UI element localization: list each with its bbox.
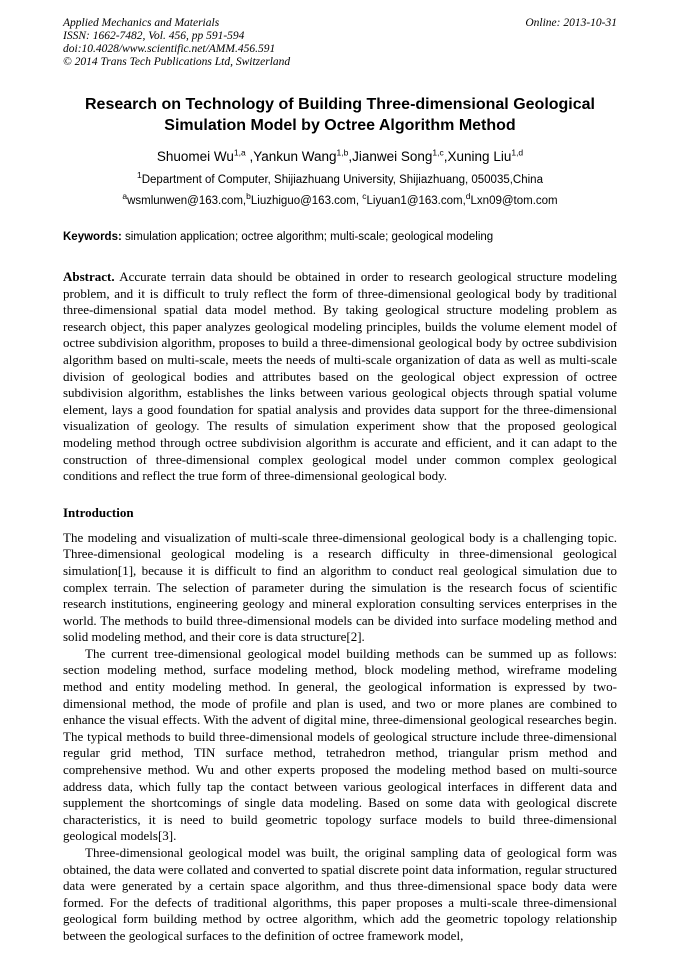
email-superscript: c [362,191,367,202]
keywords-label: Keywords: [63,231,122,243]
email-address: Lxn09@tom.com [470,195,558,207]
email-address: Liyuan1@163.com, [366,195,466,207]
abstract-label: Abstract. [63,269,115,284]
page-header [63,17,617,69]
issn-line: ISSN: 1662-7482, Vol. 456, pp 591-594 [63,30,245,42]
body-paragraph: Three-dimensional geological model was built, the original sampling data of geological form was obtained, the data were collated and converted to spatial discrete point data information, regular structured data were generated by a certain space algorithm, and thus three-dimensional space body data were formed. For the defects of traditional algorithms, this paper proposes a multi-scale three-dimensional geological form building method by octree algorithm, which add the geometric topology relationship between the geological surfaces to the definition of octree framework model, [63,845,617,943]
author-superscript: 1,d [511,147,524,158]
keywords-text: simulation application; octree algorithm; multi-scale; geological modeling [125,231,494,243]
section-heading: Introduction [63,504,134,520]
abstract-text: Accurate terrain data should be obtained in order to research geological structure modeling problem, and it is difficult to truly reflect the form of three-dimensional geological body by traditional three-dimensional spatial data model method. By taking geological structure modeling problem as research object, this paper analyzes geological modeling principles, builds the volume element model of octree subdivision algorithm, proposes to build a three-dimensional geological body by octree subdivision algorithm based on multi-scale, meets the needs of multi-scale organization of data as well as multi-scale division of geological bodies and attributes based on the geological object expression of octree subdivision algorithm, establishes the links between various geological objects through spatial volume element, lays a good foundation for spatial analysis and provides data support for the three-dimensional visualization of geology. The results of simulation experiment show that the proposed geological modeling method through octree subdivision algorithm is accurate and efficient, and it can adapt to the construction of three-dimensional complex geological model under common complex geological conditions and reflect the true form of three-dimensional geological body. [63,269,617,484]
author-name: Jianwei Song [352,149,433,164]
author-name: Shuomei Wu [156,149,234,164]
copyright-line: © 2014 Trans Tech Publications Ltd, Switzerland [63,56,291,68]
affiliation-superscript: 1 [137,170,142,181]
affiliation-text: Department of Computer, Shijiazhuang University, Shijiazhuang, 050035,China [141,174,543,186]
email-superscript: d [465,191,471,202]
email-address: Liuzhiguo@163.com, [250,195,363,207]
journal-info-block [63,17,290,69]
author-name: Yankun Wang [253,149,337,164]
keywords-line [63,231,617,243]
paper-title: Research on Technology of Building Three-dimensional Geological Simulation Model by Octree Algorithm Method [85,96,595,134]
journal-title: Applied Mechanics and Materials [63,17,220,29]
body-paragraph: The current tree-dimensional geological model building methods can be summed up as follows: section modeling method, surface modeling method, block modeling method, wireframe modeling method and entity modeling method. In general, the geological information is expressed by two-dimensional method, the mode of profile and plan is used, and two or more planes are combined to enhance the visual effects. With the advent of digital mine, three-dimensional geological researches begin. The typical methods to build three-dimensional models of geological structure include three-dimensional regular grid method, TIN surface method, tetrahedron method, triangular prism method and comprehensive method. Wu and other experts proposed the modeling method based on multi-source address data, which fully tap the contact between various geological interfaces in different data and supplement the shortcomings of single data modeling. Based on some data with geological discrete characteristics, it is need to build geometric topology surface models to build three-dimensional geological models[3]. [63,645,617,844]
emails-line [63,191,617,207]
email-superscript: a [122,191,128,202]
email-superscript: b [246,191,251,202]
authors-line: Shuomei Wu$^{1,a}$ ,Yankun Wang$^{1,b}$,Jianwei Song$^{1,c}$,Xuning Liu$^{1,d}$ [156,147,524,164]
abstract-paragraph [63,269,617,485]
online-date: Online: 2013-10-31 [525,17,617,29]
author-superscript: 1,b [336,147,349,158]
email-address: wsmlunwen@163.com, [127,195,247,207]
sections [63,505,617,945]
author-superscript: 1,a [233,147,246,158]
body-paragraph: The modeling and visualization of multi-scale three-dimensional geological body is a challenging topic. Three-dimensional geological modeling is a research difficulty in three-dimensional geological simulation[1], because it is difficult to find an algorithm to conduct real geological simulation due to complex terrain. The selection of parameter during the simulation is the research focus of scientific research institutions, engineering geology and mineral exploration consulting services enterprises in the world. The methods to build three-dimensional models can be divided into surface modeling method and solid modeling method, and their core is data structure[2]. [63,529,617,645]
author-superscript: 1,c [432,147,444,158]
doi-line: doi:10.4028/www.scientific.net/AMM.456.591 [63,43,276,55]
affiliation-line [63,170,617,186]
author-name: Xuning Liu [447,149,512,164]
